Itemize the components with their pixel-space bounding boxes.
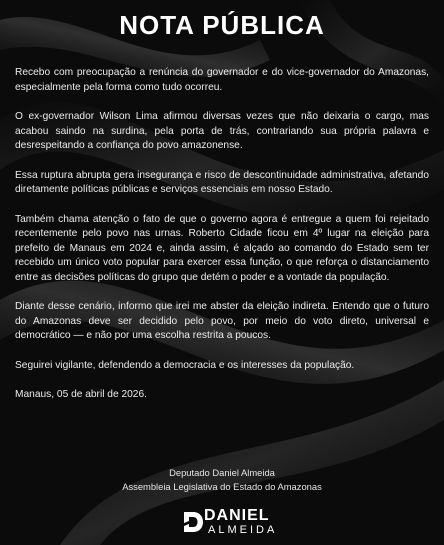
date-line: Manaus, 05 de abril de 2026.: [15, 389, 147, 400]
logo: [182, 508, 278, 538]
signature-block: [0, 466, 444, 494]
signature-role: Assembleia Legislativa do Estado do Amazonas: [122, 481, 322, 492]
paragraph: Seguirei vigilante, defendendo a democracia e os interesses da população.: [15, 359, 355, 371]
paragraph: Recebo com preocupação a renúncia do governador e do vice-governador do Amazonas, especialmente pela forma como tudo ocorreu.: [15, 67, 429, 93]
logo-line-2: ALMEIDA: [208, 524, 278, 536]
signature-name: Deputado Daniel Almeida: [169, 467, 275, 478]
paragraph: Diante desse cenário, informo que irei me abster da eleição indireta. Entendo que o futuro do Amazonas deve ser decidido pelo povo, por meio do voto direto, universal e democrático — e não por uma escolha restrita a poucos.: [15, 301, 429, 341]
paragraph: O ex-governador Wilson Lima afirmou diversas vezes que não deixaria o cargo, mas acabou saindo na surdina, pela porta de trás, contrariando sua própria palavra e desrespeitando a confiança do povo amazonense.: [15, 111, 429, 151]
page-title: NOTA PÚBLICA: [119, 10, 325, 40]
paragraph: Também chama atenção o fato de que o governo agora é entregue a quem foi rejeitado recentemente pelo povo nas urnas. Roberto Cidade ficou em 4º lugar na eleição para prefeito de Manaus em 2024 e, ainda assim, é alçado ao comando do Estado sem ter recebido um único voto popular para exercer essa função, o que reforça o distanciamento entre as decisões políticas do grupo que detém o poder e a vontade da população.: [15, 213, 429, 283]
note-body: [15, 66, 429, 402]
logo-line-1: DANIEL: [204, 507, 270, 524]
paragraph: Essa ruptura abrupta gera insegurança e risco de descontinuidade administrativa, afetando diretamente políticas públicas e serviços essenciais em nosso Estado.: [15, 169, 429, 195]
d-monogram-icon: [182, 510, 204, 534]
